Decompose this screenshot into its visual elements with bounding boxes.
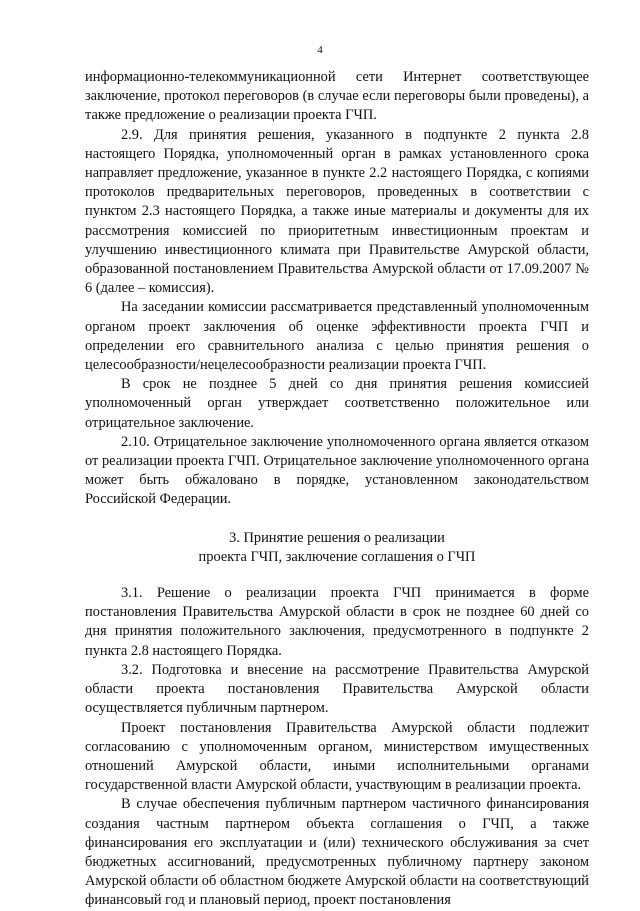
paragraph-2-9-deadline: В срок не позднее 5 дней со дня принятия решения комиссией уполномоченный орган утверждает соответственно положительное или отрицательное заключение. [85,376,589,431]
paragraph-2-10: 2.10. Отрицательное заключение уполномоченного органа является отказом от реализации проекта ГЧП. Отрицательное заключение уполномоченного органа может быть обжаловано в порядке, установленном законодательством Российской Федерации. [85,433,589,508]
section-heading-line1: 3. Принятие решения о реализации [229,529,445,546]
section-heading [85,529,589,567]
paragraph-3-2: 3.2. Подготовка и внесение на рассмотрение Правительства Амурской области проекта постановления Правительства Амурской области осуществляется публичным партнером. [85,661,589,717]
paragraph-2-9-commission: На заседании комиссии рассматривается представленный уполномоченным органом проект заключения об оценке эффективности проекта ГЧП и определении его сравнительного анализа с целью принятия решения о целесообразности/нецелесообразности реализации проекта ГЧП. [85,299,589,374]
page-number: 4 [317,44,323,56]
paragraph-2-9: 2.9. Для принятия решения, указанного в подпункте 2 пункта 2.8 настоящего Порядка, уполномоченный орган в рамках установленного срока направляет предложение, указанное в пункте 2.2 настоящего Порядка, с копиями протоколов предварительных переговоров, проведенных в соответствии с пунктом 2.3 настоящего Порядка, а также иные материалы и документы для их рассмотрения комиссией по приоритетным инвестиционным проектам и улучшению инвестиционного климата при Правительстве Амурской области, образованной постановлением Правительства Амурской области от 17.09.2007 № 6 (далее – комиссия). [85,126,589,297]
paragraph-continuation: информационно-телекоммуникационной сети Интернет соответствующее заключение, протокол переговоров (в случае если переговоры были проведены), а также предложение о реализации проекта ГЧП. [85,69,589,124]
paragraph-3-2-financing: В случае обеспечения публичным партнером частичного финансирования создания частным партнером объекта соглашения о ГЧП, а также финансирования его эксплуатации и (или) технического обслуживания за счет бюджетных ассигнований, предусмотренных публичному партнеру законом Амурской области об областном бюджете Амурской области на соответствующий финансовый год и плановый период, проект постановления [85,796,589,909]
paragraph-3-1: 3.1. Решение о реализации проекта ГЧП принимается в форме постановления Правительства Амурской области в срок не позднее 60 дней со дня принятия положительного заключения, предусмотренного в подпункте 2 пункта 2.8 настоящего Порядка. [85,585,589,659]
paragraph-3-2-approval: Проект постановления Правительства Амурской области подлежит согласованию с уполномоченным органом, министерством имущественных отношений Амурской области, иными исполнительными органами государственной власти Амурской области, участвующим в реализации проекта. [85,719,589,794]
document-body [85,68,589,911]
section-heading-line2: проекта ГЧП, заключение соглашения о ГЧП [198,548,476,565]
